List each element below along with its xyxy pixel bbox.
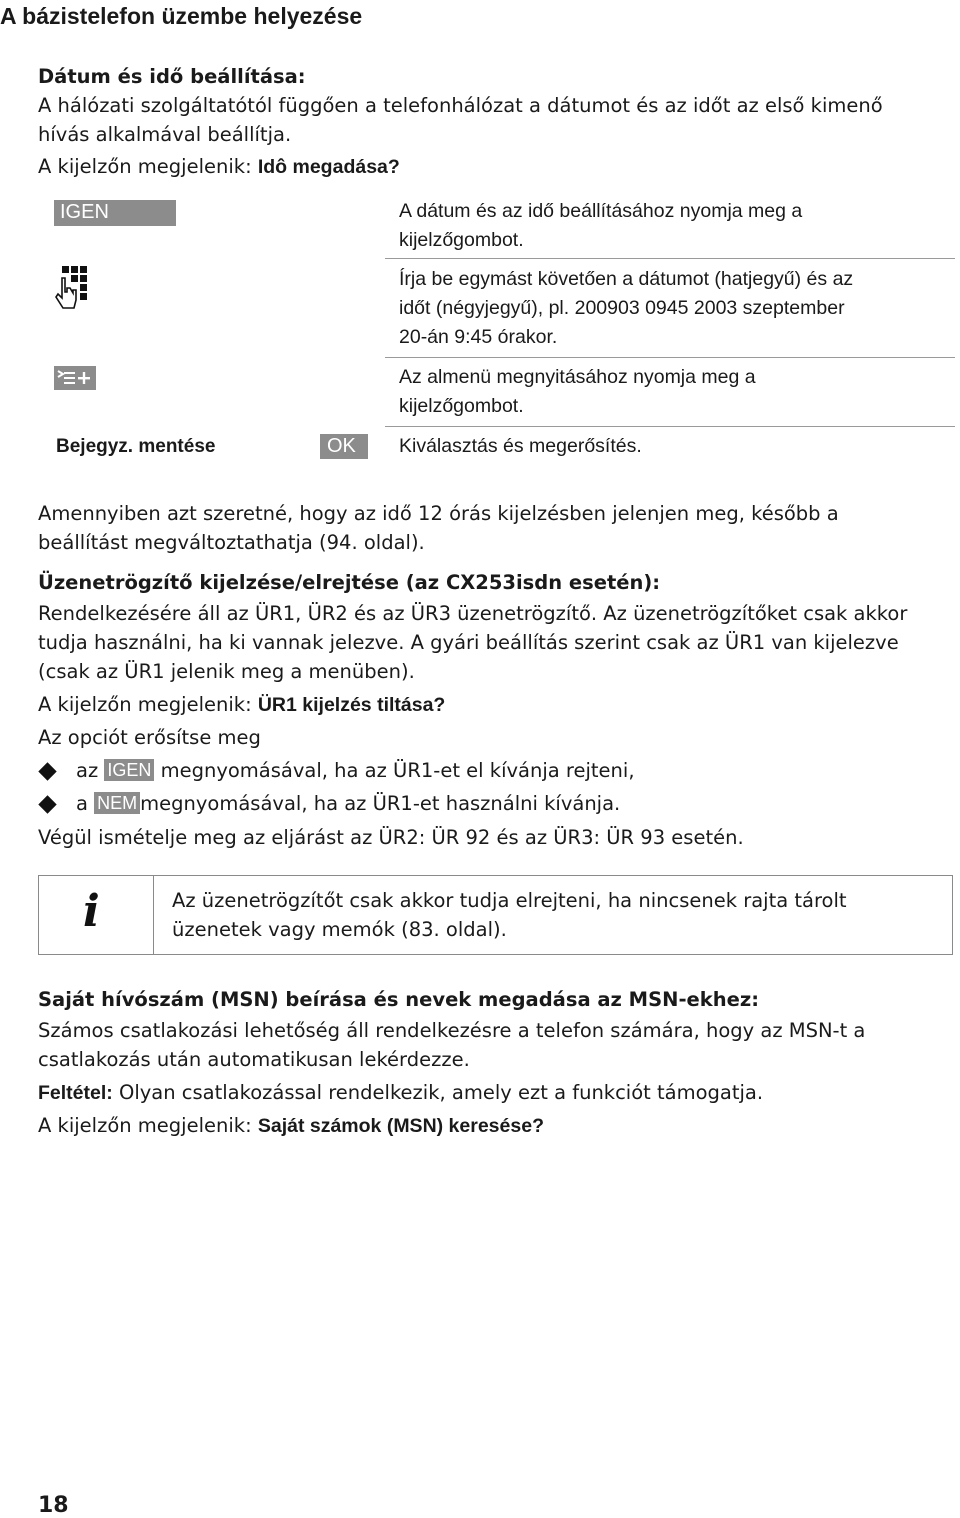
display-value: ÜR1 kijelzés tiltása? xyxy=(257,694,446,716)
section-heading-msn: Saját hívószám (MSN) beírása és nevek megadása az MSN-ekhez: xyxy=(38,988,759,1011)
bullet-text: megnyomásával, ha az ÜR1-et el kívánja rejteni, xyxy=(154,759,635,782)
row-divider xyxy=(385,426,955,427)
step-text: időt (négyjegyű), pl. 200903 0945 2003 szeptember xyxy=(399,297,845,319)
paragraph-line: Az opciót erősítse meg xyxy=(38,726,261,749)
step-text: Az almenü megnyitásához nyomja meg a xyxy=(399,366,756,388)
row-divider xyxy=(385,258,955,259)
igen-key-inline[interactable]: IGEN xyxy=(104,759,154,781)
info-text: Az üzenetrögzítőt csak akkor tudja elrejteni, ha nincsenek rajta tárolt xyxy=(172,889,847,912)
display-prefix: A kijelzőn megjelenik: xyxy=(38,693,258,716)
paragraph-line: Amennyiben azt szeretné, hogy az idő 12 órás kijelzésben jelenjen meg, később a xyxy=(38,502,839,525)
info-box xyxy=(38,875,953,955)
display-line xyxy=(38,1111,544,1141)
paragraph-line: A hálózati szolgáltatótól függően a telefonhálózat a dátumot és az időt az első kimenő xyxy=(38,94,883,117)
paragraph-line: Számos csatlakozási lehetőség áll rendelkezésre a telefon számára, hogy az MSN-t a xyxy=(38,1019,866,1042)
nem-key-inline[interactable]: NEM xyxy=(94,792,140,814)
keypad-hand-icon xyxy=(54,264,98,318)
bullet-item xyxy=(76,756,635,785)
bullet-icon xyxy=(38,762,56,780)
step-text: kijelzőgombot. xyxy=(399,395,524,417)
display-prefix: A kijelzőn megjelenik: xyxy=(38,155,258,178)
paragraph-line: beállítást megváltoztathatja (94. oldal). xyxy=(38,531,425,554)
ok-softkey-label: OK xyxy=(327,435,356,457)
display-line xyxy=(38,152,400,182)
paragraph-line: csatlakozás után automatikusan lekérdezze. xyxy=(38,1048,470,1071)
display-prefix: A kijelzőn megjelenik: xyxy=(38,1114,258,1137)
paragraph-line: (csak az ÜR1 jelenik meg a menüben). xyxy=(38,660,415,683)
section-heading-date: Dátum és idő beállítása: xyxy=(38,65,306,88)
display-line xyxy=(38,690,445,720)
page-title: A bázistelefon üzembe helyezése xyxy=(0,3,363,29)
igen-softkey-label: IGEN xyxy=(60,201,109,223)
step-text: A dátum és az idő beállításához nyomja meg a xyxy=(399,200,803,222)
bullet-text: megnyomásával, ha az ÜR1-et használni kívánja. xyxy=(140,792,621,815)
step-text: 20-án 9:45 órakor. xyxy=(399,326,558,348)
condition-label: Feltétel: xyxy=(38,1082,113,1104)
section-heading-answering: Üzenetrögzítő kijelzése/elrejtése (az CX253isdn esetén): xyxy=(38,571,661,594)
bullet-text: az xyxy=(76,759,105,782)
info-box-divider xyxy=(153,876,154,954)
bullet-icon xyxy=(38,795,56,813)
info-icon: i xyxy=(83,886,100,937)
igen-softkey[interactable] xyxy=(54,200,176,226)
row-divider xyxy=(385,357,955,358)
display-value: Idô megadása? xyxy=(257,156,400,178)
bullet-item xyxy=(76,789,620,818)
paragraph-line: tudja használni, ha ki vannak jelezve. A gyári beállítás szerint csak az ÜR1 van kijelezve xyxy=(38,631,899,654)
condition-line xyxy=(38,1078,763,1108)
bullet-text: a xyxy=(76,792,95,815)
step-text: Kiválasztás és megerősítés. xyxy=(399,435,642,457)
info-text: üzenetek vagy memók (83. oldal). xyxy=(172,918,507,941)
menu-entry-label: Bejegyz. mentése xyxy=(56,436,216,457)
paragraph-line: hívás alkalmával beállítja. xyxy=(38,123,292,146)
condition-text: Olyan csatlakozással rendelkezik, amely ezt a funkciót támogatja. xyxy=(112,1081,764,1104)
ok-softkey[interactable] xyxy=(320,434,368,459)
page-number: 18 xyxy=(38,1493,69,1518)
step-text: kijelzőgombot. xyxy=(399,229,524,251)
display-value: Saját számok (MSN) keresése? xyxy=(257,1115,544,1137)
submenu-icon[interactable] xyxy=(54,366,96,390)
paragraph-line: Végül ismételje meg az eljárást az ÜR2: ÜR 92 és az ÜR3: ÜR 93 esetén. xyxy=(38,826,744,849)
step-text: Írja be egymást követően a dátumot (hatjegyű) és az xyxy=(399,268,854,290)
paragraph-line: Rendelkezésére áll az ÜR1, ÜR2 és az ÜR3 üzenetrögzítő. Az üzenetrögzítőket csak akkor xyxy=(38,602,908,625)
